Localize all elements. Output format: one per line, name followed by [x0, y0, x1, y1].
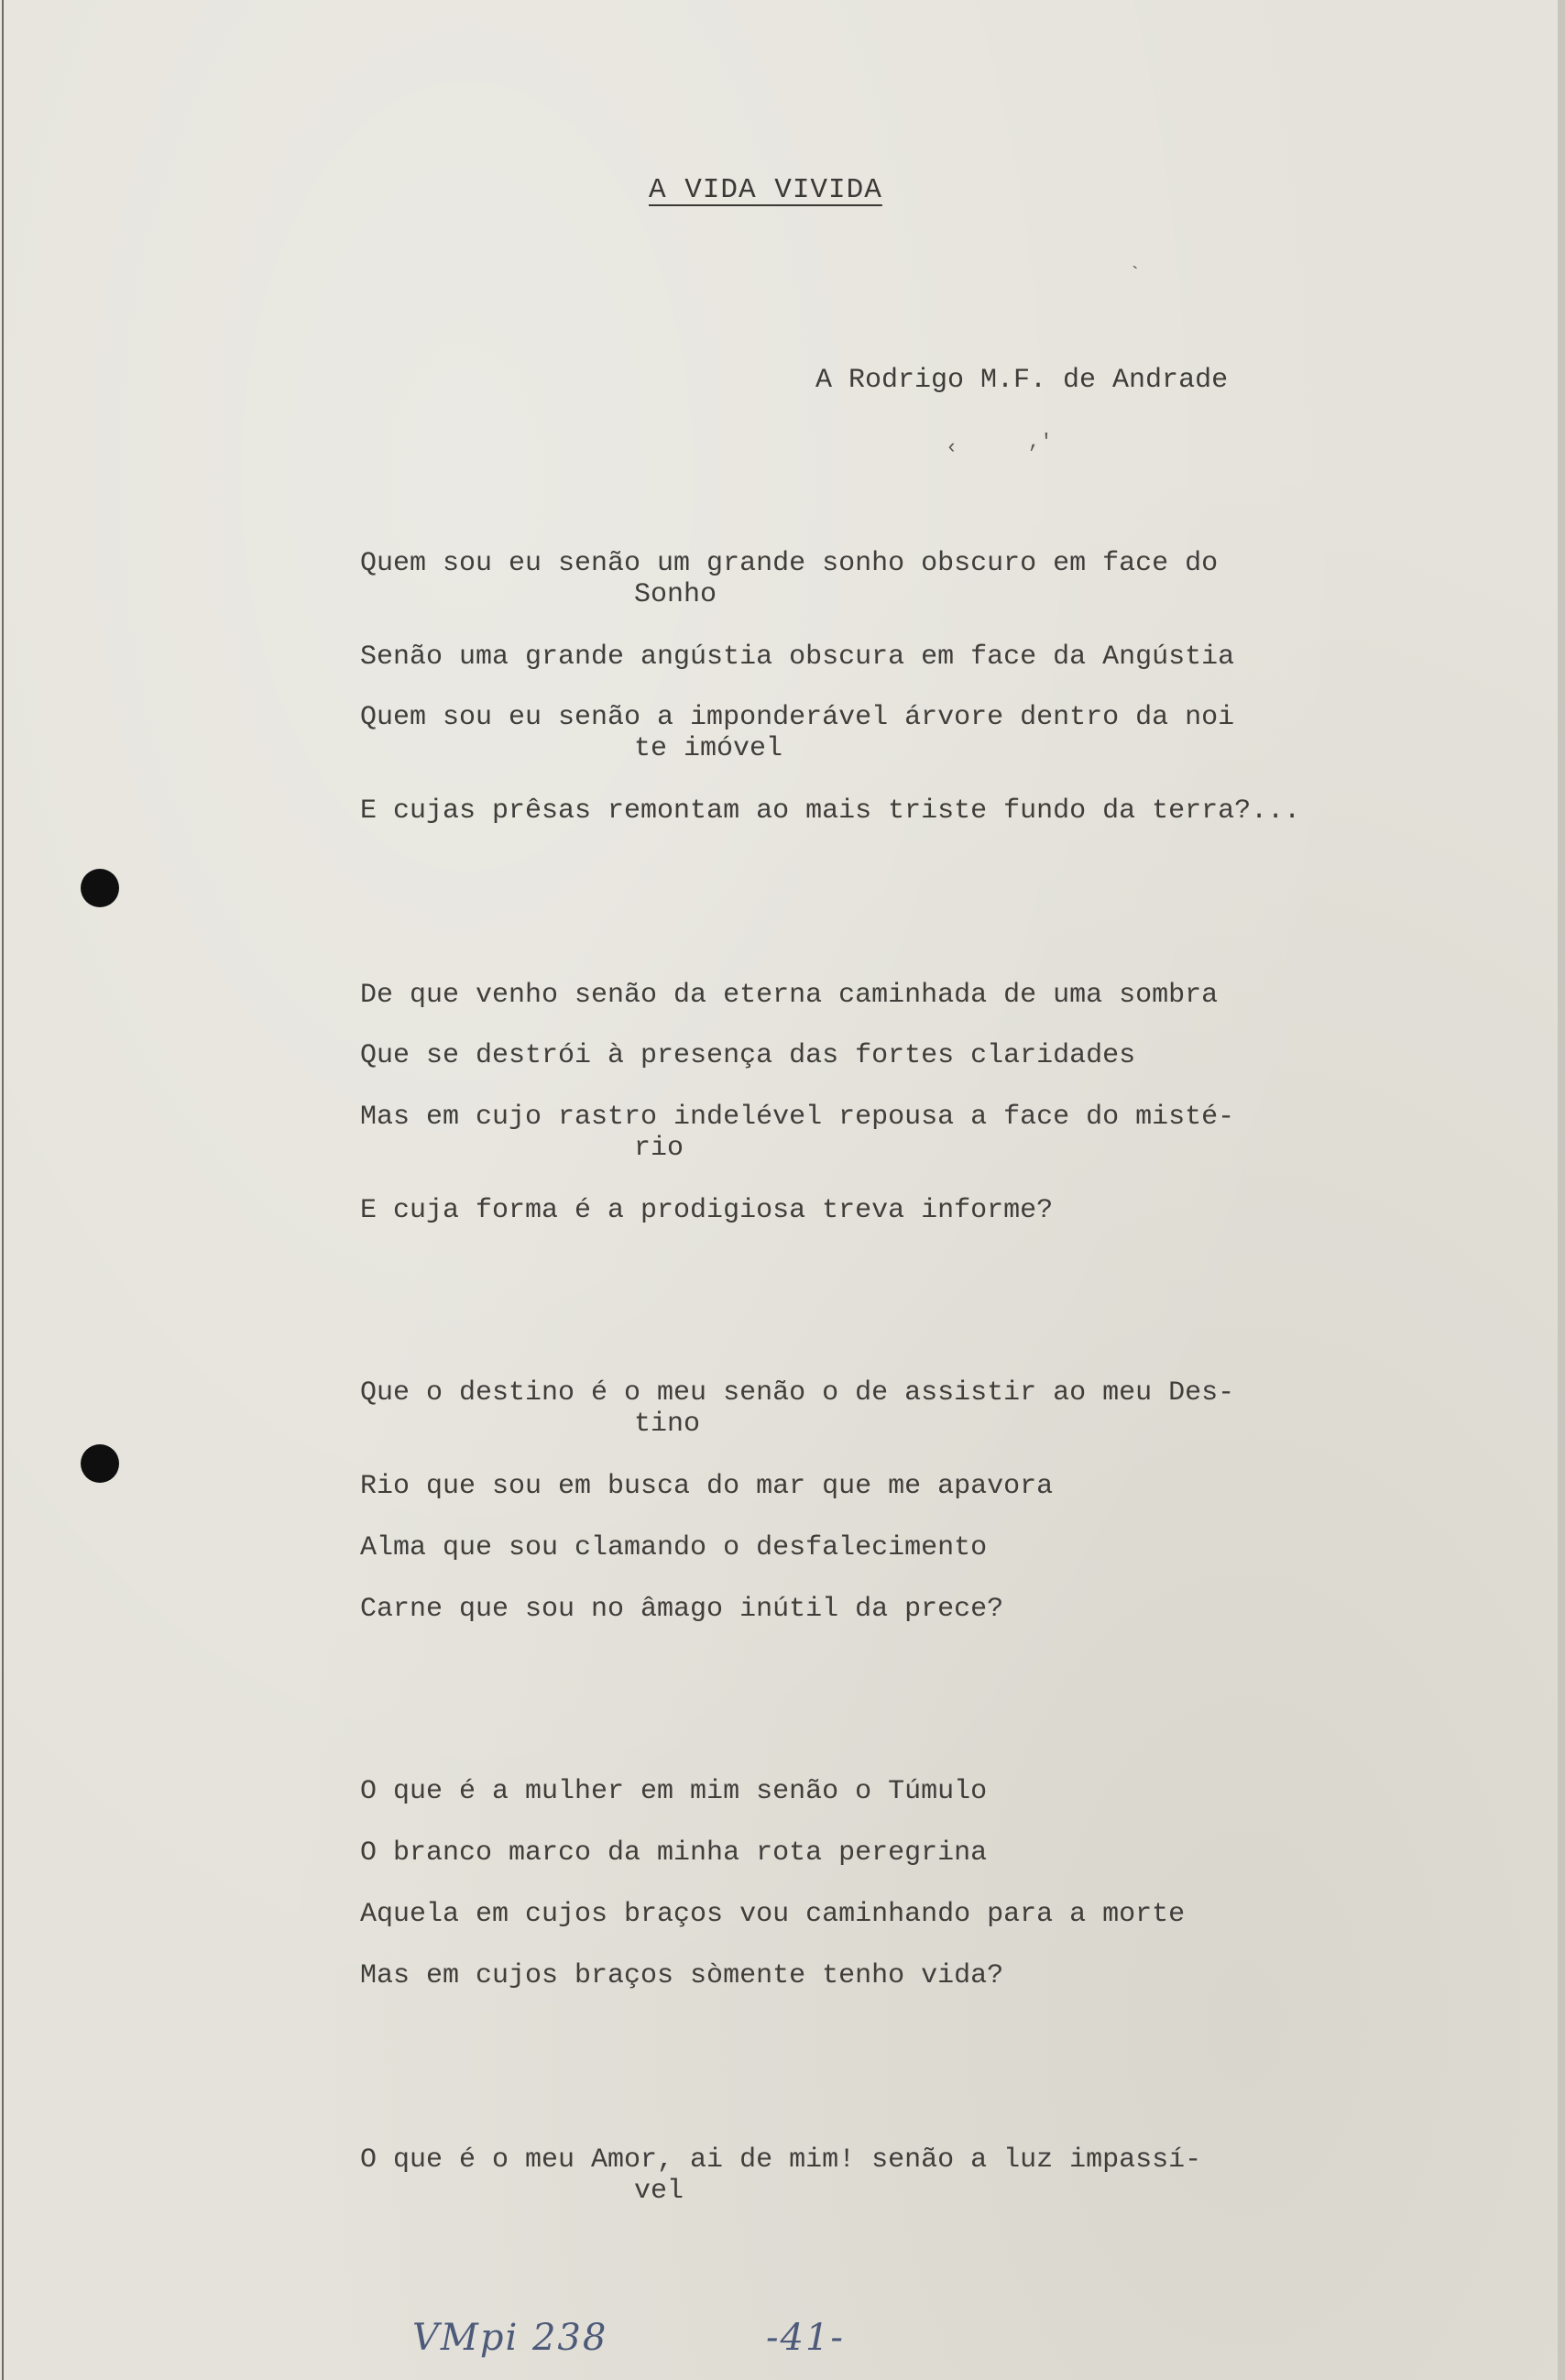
- poem-line: Que se destrói à presença das fortes claridades: [360, 1040, 1136, 1071]
- poem-line: O que é o meu Amor, ai de mim! senão a luz impassí-: [360, 2144, 1202, 2176]
- punch-hole: [81, 869, 119, 907]
- poem-line: Mas em cujos braços sòmente tenho vida?: [360, 1960, 1004, 1991]
- poem-line: Quem sou eu senão um grande sonho obscuro em face do: [360, 548, 1219, 579]
- archive-reference: VMpi 238: [412, 2317, 608, 2359]
- poem-line: O que é a mulher em mim senão o Túmulo: [360, 1776, 988, 1807]
- dedication: A Rodrigo M.F. de Andrade: [815, 365, 1229, 396]
- poem-line-continuation: rio: [634, 1133, 684, 1164]
- poem-line-continuation: vel: [634, 2176, 684, 2207]
- poem-line-continuation: Sonho: [634, 579, 717, 610]
- poem-line-continuation: te imóvel: [634, 733, 783, 764]
- poem-line: E cujas prêsas remontam ao mais triste fundo da terra?...: [360, 795, 1301, 827]
- poem-line: Quem sou eu senão a imponderável árvore dentro da noi: [360, 702, 1235, 733]
- poem-line: E cuja forma é a prodigiosa treva informe?: [360, 1195, 1054, 1226]
- poem-line: Alma que sou clamando o desfalecimento: [360, 1532, 988, 1563]
- punch-hole: [81, 1444, 119, 1483]
- poem-line: Carne que sou no âmago inútil da prece?: [360, 1594, 1004, 1625]
- poem-line: De que venho senão da eterna caminhada de uma sombra: [360, 980, 1219, 1011]
- poem-line: Mas em cujo rastro indelével repousa a face do misté-: [360, 1102, 1235, 1133]
- page-number: -41-: [766, 2317, 845, 2359]
- poem-line: Aquela em cujos braços vou caminhando para a morte: [360, 1899, 1186, 1930]
- poem-line: Senão uma grande angústia obscura em face da Angústia: [360, 642, 1235, 673]
- poem-line: O branco marco da minha rota peregrina: [360, 1837, 988, 1869]
- ink-mark: `: [1129, 264, 1142, 287]
- page-edge: [2, 0, 4, 2380]
- poem-line: Que o destino é o meu senão o de assistir ao meu Des-: [360, 1377, 1235, 1409]
- ink-mark: ‹: [946, 436, 958, 459]
- ink-mark: ,': [1028, 431, 1053, 454]
- poem-title: A VIDA VIVIDA: [649, 174, 882, 206]
- poem-line: Rio que sou em busca do mar que me apavora: [360, 1471, 1054, 1502]
- poem-line-continuation: tino: [634, 1409, 701, 1440]
